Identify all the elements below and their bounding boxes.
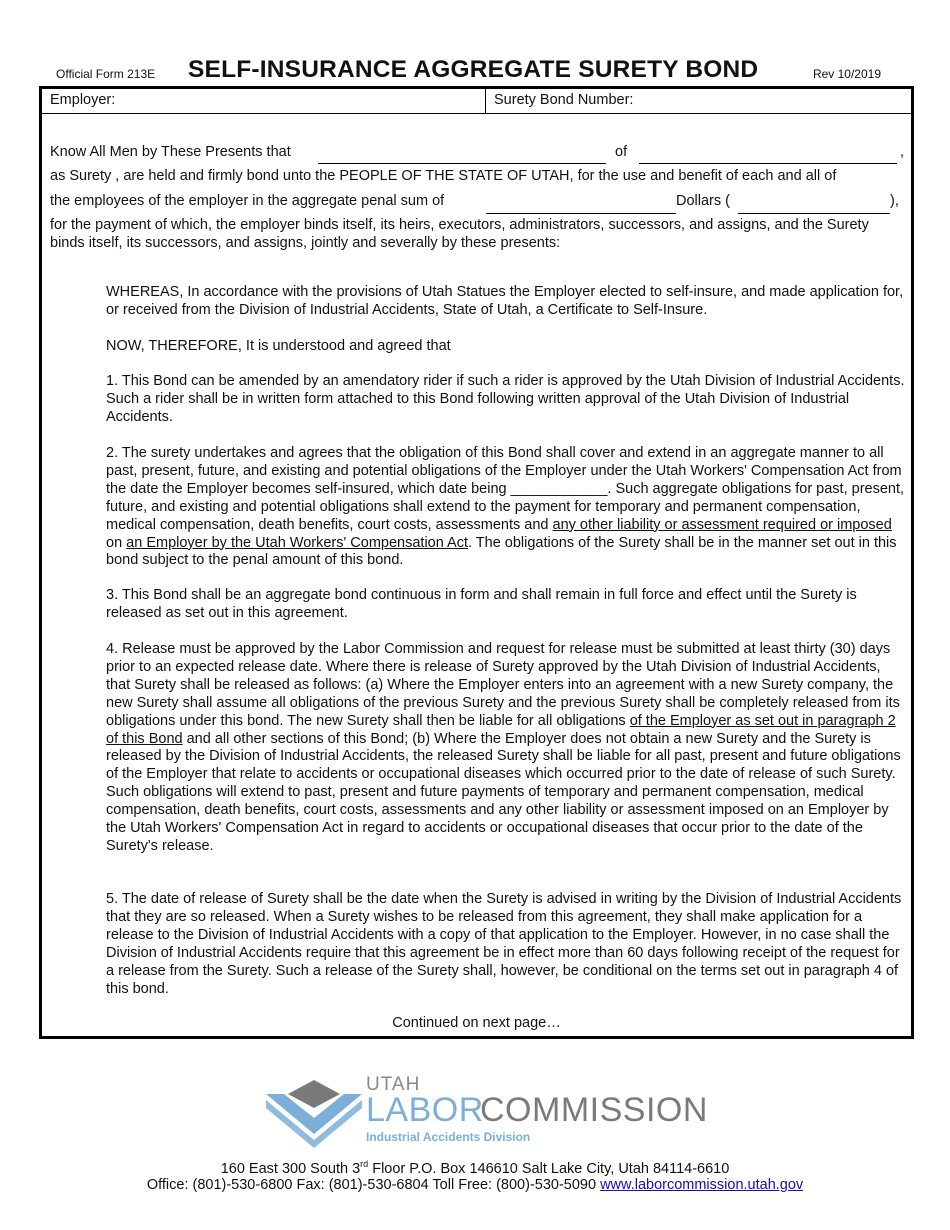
surety-bond-text: as Surety , are held and firmly bond unto the PEOPLE OF THE STATE OF UTAH, for the use and benefit of each and all of bbox=[50, 168, 837, 184]
labor-commission-logo bbox=[266, 1074, 708, 1146]
paragraph-2-part-d: . The obligations of the Surety shall be in the manner set out in this bond subject to the penal amount of this bond. bbox=[106, 534, 897, 569]
logo-commission-text: COMMISSION bbox=[480, 1091, 708, 1129]
logo-labor-text: LABOR bbox=[366, 1091, 484, 1129]
address-superscript: rd bbox=[360, 1159, 369, 1169]
now-therefore-clause: NOW, THEREFORE, It is understood and agreed that bbox=[106, 338, 451, 354]
whereas-clause: WHEREAS, In accordance with the provisions of Utah Statues the Employer elected to self-insure, and made application for, or received from the Division of Industrial Accidents, State of Utah, a Certificate to Self-Insure. bbox=[106, 284, 904, 318]
employer-field-label[interactable]: Employer: bbox=[50, 92, 116, 108]
penal-sum-text: the employees of the employer in the aggregate penal sum of bbox=[50, 193, 445, 209]
website-link[interactable]: www.laborcommission.utah.gov bbox=[600, 1177, 804, 1193]
logo-state-text: UTAH bbox=[366, 1074, 421, 1095]
paragraph-2-part-c: on bbox=[106, 534, 123, 551]
field-divider bbox=[485, 89, 486, 113]
comma-text: , bbox=[900, 144, 905, 160]
contact-numbers: Office: (801)-530-6800 Fax: (801)-530-6804 Toll Free: (800)-530-5090 bbox=[146, 1177, 597, 1193]
revision-date: Rev 10/2019 bbox=[812, 67, 881, 81]
footer-contact bbox=[0, 1177, 950, 1193]
paragraph-4-part-a: 4. Release must be approved by the Labor Commission and request for release must be submitted at least thirty (30) days prior to an expected release date. Where there is release of Surety approved by the Utah Division of Industrial Accidents, that Surety shall be released as follows: (a) Where the Employer enters into an agreement with a new Surety company, the new Surety shall assume all obligations of the previous Surety and the previous Surety shall be completely released from its obligations under this bond. The new Surety shall then be liable for all obligations bbox=[106, 641, 900, 729]
surety-bond-number-label[interactable]: Surety Bond Number: bbox=[494, 92, 634, 108]
paragraph-4-part-b: and all other sections of this Bond; (b) Where the Employer does not obtain a new Surety and the Surety is released by the Division of Industrial Accidents, the released Surety shall be liable for all past, present and future obligations of the Employer that relate to accidents or occupational diseases which occurred prior to the date of release of such Surety. Such obligations will extend to past, present and future payments of temporary and permanent compensation, medical compensation, death benefits, court costs, assessments and any other liability or assessment imposed on an Employer by the Utah Workers' Compensation Act in regard to accidents or occupational diseases that occur prior to the date of the Surety's release. bbox=[106, 730, 901, 854]
dollars-text: Dollars ( bbox=[676, 193, 730, 209]
paragraph-2-part-a: 2. The surety undertakes and agrees that the obligation of this Bond shall cover and extend in an aggregate manner to all past, present, future, and existing and potential obligations of the Employer under the Utah Workers' Compensation Act from the date the Employer becomes self-insured, which date being bbox=[106, 445, 902, 497]
paragraph-1: 1. This Bond can be amended by an amendatory rider if such a rider is approved by the Utah Division of Industrial Accidents. Such a rider shall be in written form attached to this Bond following written approval of the Utah Division of Industrial Accidents. bbox=[106, 373, 905, 425]
penal-sum-words-blank[interactable] bbox=[486, 213, 676, 214]
principal-location-blank[interactable] bbox=[639, 163, 897, 164]
paragraph-2-underline-2: an Employer by the Utah Workers' Compensation Act bbox=[126, 534, 468, 551]
address-part-b: Floor P.O. Box 146610 Salt Lake City, Utah 84114-6610 bbox=[368, 1160, 730, 1177]
binding-clause: for the payment of which, the employer binds itself, its heirs, executors, administrators, successors, and assigns, and the Surety binds itself, its successors, and assigns, jointly and severally by these presents: bbox=[50, 217, 869, 251]
self-insured-date-blank[interactable]: ____________ bbox=[510, 480, 608, 497]
principal-name-blank[interactable] bbox=[318, 163, 606, 164]
paragraph-2-underline-1: any other liability or assessment required or imposed bbox=[552, 516, 892, 533]
form-number: Official Form 213E bbox=[56, 67, 156, 81]
of-text: of bbox=[615, 144, 628, 160]
chevron-logo-icon bbox=[266, 1078, 362, 1150]
dollars-close-text: ), bbox=[890, 193, 899, 209]
paragraph-5: 5. The date of release of Surety shall be the date when the Surety is advised in writing by the Division of Industrial Accidents that they are so released. When a Surety wishes to be released from this agreement, they shall make application for a release to the Division of Industrial Accidents with a copy of that application to the Employer. However, in no case shall the Division of Industrial Accidents require that this agreement be in effect more than 60 days following receipt of the request for a release from the Surety. Such a release of the Surety shall, however, be conditional on the terms set out in paragraph 4 of this bond. bbox=[106, 891, 902, 997]
paragraph-2 bbox=[106, 445, 906, 570]
logo-division-text: Industrial Accidents Division bbox=[366, 1130, 531, 1144]
form-header bbox=[40, 56, 910, 86]
know-all-men-text: Know All Men by These Presents that bbox=[50, 144, 291, 160]
paragraph-4 bbox=[106, 641, 906, 856]
footer-address bbox=[0, 1159, 950, 1177]
paragraph-2-part-b: . Such aggregate obligations for past, present, future, and existing and potential obligations shall extend to the payment for temporary and permanent compensation, medical compensation, death benefits, court costs, assessments and bbox=[106, 480, 905, 533]
paragraph-4-underline: of the Employer as set out in paragraph 2 of this Bond bbox=[106, 712, 896, 747]
top-fields-row bbox=[42, 89, 911, 114]
bond-form-frame bbox=[39, 86, 914, 1039]
penal-sum-amount-blank[interactable] bbox=[738, 213, 890, 214]
paragraph-3: 3. This Bond shall be an aggregate bond continuous in form and shall remain in full force and effect until the Surety is released as set out in this agreement. bbox=[106, 587, 857, 621]
continued-notice: Continued on next page… bbox=[392, 1015, 561, 1031]
page-title: SELF-INSURANCE AGGREGATE SURETY BOND bbox=[188, 56, 759, 83]
address-part-a: 160 East 300 South 3 bbox=[220, 1160, 361, 1177]
